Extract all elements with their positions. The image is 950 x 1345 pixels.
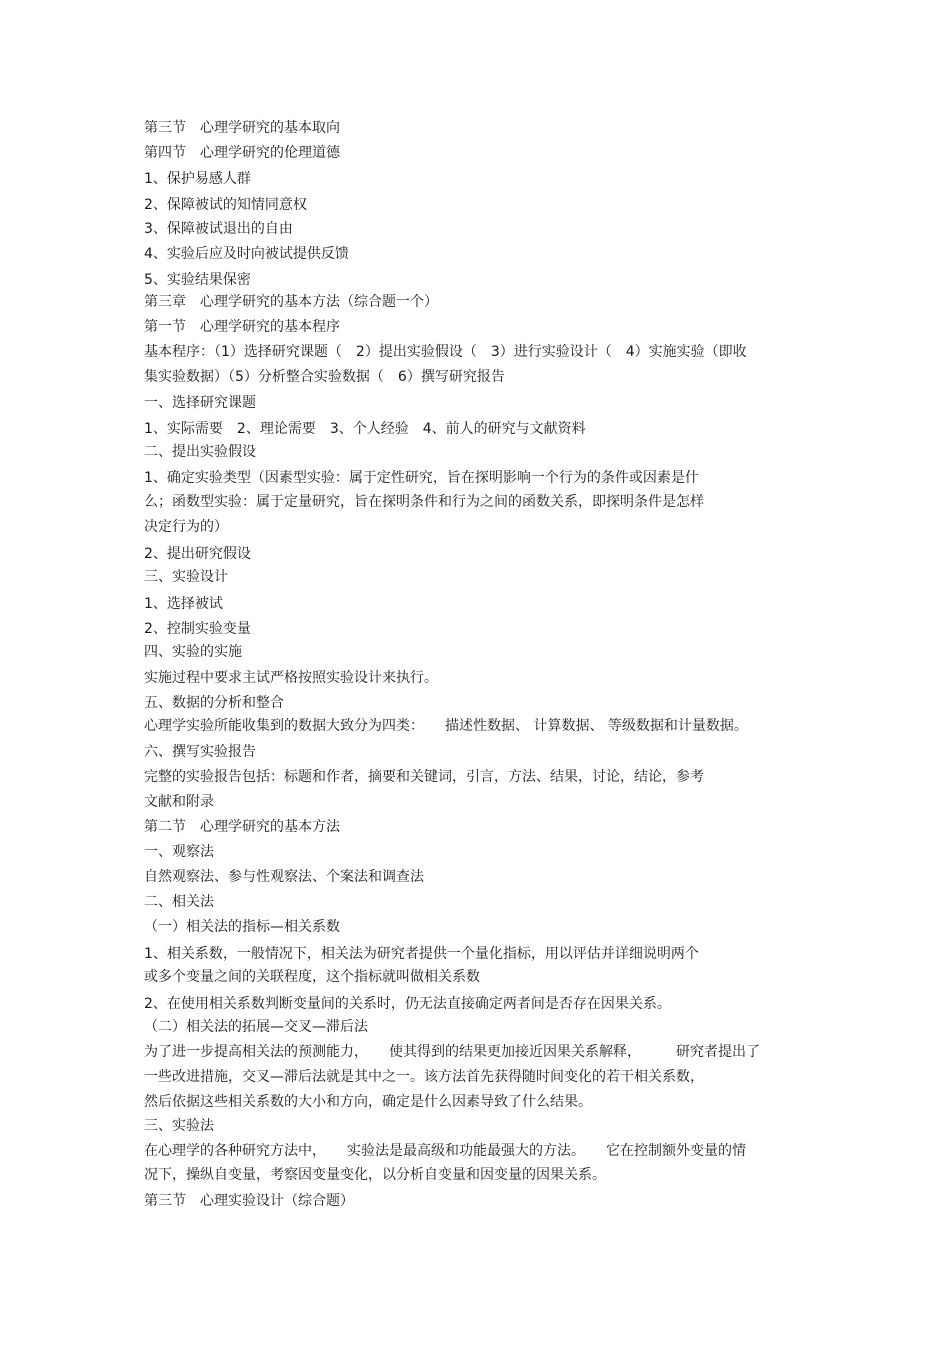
- paragraph-line: 或多个变量之间的关联程度，这个指标就叫做相关系数: [144, 969, 480, 985]
- section-heading: 第四节 心理学研究的伦理道德: [144, 145, 340, 161]
- list-item: 1、实际需要 2、理论需要 3、个人经验 4、前人的研究与文献资料: [144, 421, 586, 437]
- paragraph-line: 然后依据这些相关系数的大小和方向，确定是什么因素导致了什么结果。: [144, 1094, 592, 1110]
- subsection-heading: 五、数据的分析和整合: [144, 695, 284, 711]
- list-item: 4、实验后应及时向被试提供反馈: [144, 246, 349, 262]
- subsection-heading: 四、实验的实施: [144, 644, 242, 660]
- subsection-heading: 二、提出实验假设: [144, 444, 256, 460]
- paragraph-line: 决定行为的）: [144, 519, 228, 535]
- section-heading: 第二节 心理学研究的基本方法: [144, 819, 340, 835]
- paragraph-line: 况下，操纵自变量，考察因变量变化，以分析自变量和因变量的因果关系。: [144, 1167, 606, 1183]
- subsection-heading: 一、选择研究课题: [144, 395, 256, 411]
- paragraph-line: 在心理学的各种研究方法中， 实验法是最高级和功能最强大的方法。 它在控制额外变量的情: [144, 1143, 746, 1159]
- paragraph-line: 么；函数型实验：属于定量研究，旨在探明条件和行为之间的函数关系，即探明条件是怎样: [144, 494, 704, 510]
- chapter-heading: 第三章 心理学研究的基本方法（综合题一个）: [144, 294, 438, 310]
- paragraph-line: 完整的实验报告包括：标题和作者，摘要和关键词，引言，方法、结果，讨论，结论，参考: [144, 769, 704, 785]
- section-heading: 第三节 心理学研究的基本取向: [144, 120, 340, 136]
- paragraph-line: 心理学实验所能收集到的数据大致分为四类： 描述性数据、 计算数据、 等级数据和计量数据。: [144, 718, 748, 734]
- section-heading: 第一节 心理学研究的基本程序: [144, 319, 340, 335]
- subsection-heading: 一、观察法: [144, 844, 214, 860]
- paragraph-line: 实施过程中要求主试严格按照实验设计来执行。: [144, 670, 438, 686]
- subsection-heading: 六、撰写实验报告: [144, 744, 256, 760]
- section-heading: 第三节 心理实验设计（综合题）: [144, 1193, 354, 1209]
- list-item: 5、实验结果保密: [144, 272, 251, 288]
- paragraph-line: 自然观察法、参与性观察法、个案法和调查法: [144, 869, 424, 885]
- subsection-heading: （二）相关法的拓展—交叉—滞后法: [144, 1019, 368, 1035]
- paragraph-line: 文献和附录: [144, 794, 214, 810]
- paragraph-line: 1、确定实验类型（因素型实验：属于定性研究，旨在探明影响一个行为的条件或因素是什: [144, 470, 699, 486]
- list-item: 3、保障被试退出的自由: [144, 221, 293, 237]
- paragraph-line: 基本程序：（1）选择研究课题（ 2）提出实验假设（ 3）进行实验设计（ 4）实施实验（即收: [144, 344, 747, 360]
- paragraph-line: 2、在使用相关系数判断变量间的关系时，仍无法直接确定两者间是否存在因果关系。: [144, 996, 671, 1012]
- paragraph-line: 为了进一步提高相关法的预测能力， 使其得到的结果更加接近因果关系解释， 研究者提出了: [144, 1044, 760, 1060]
- list-item: 2、保障被试的知情同意权: [144, 197, 307, 213]
- subsection-heading: （一）相关法的指标—相关系数: [144, 919, 340, 935]
- list-item: 2、控制实验变量: [144, 621, 251, 637]
- subsection-heading: 三、实验设计: [144, 569, 228, 585]
- paragraph-line: 一些改进措施，交叉—滞后法就是其中之一。该方法首先获得随时间变化的若干相关系数，: [144, 1069, 704, 1085]
- list-item: 1、保护易感人群: [144, 171, 251, 187]
- list-item: 1、选择被试: [144, 596, 223, 612]
- paragraph-line: 集实验数据）（5）分析整合实验数据（ 6）撰写研究报告: [144, 369, 505, 385]
- paragraph-line: 1、相关系数，一般情况下，相关法为研究者提供一个量化指标，用以评估并详细说明两个: [144, 946, 699, 962]
- list-item: 2、提出研究假设: [144, 546, 251, 562]
- subsection-heading: 二、相关法: [144, 894, 214, 910]
- subsection-heading: 三、实验法: [144, 1118, 214, 1134]
